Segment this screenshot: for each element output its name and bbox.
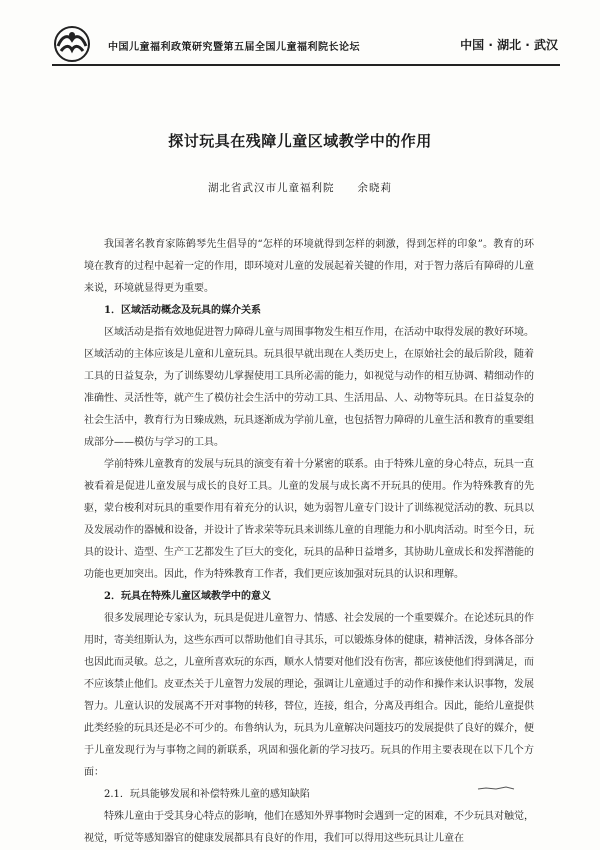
paragraph-special-education: 学前特殊儿童教育的发展与玩具的演变有着十分紧密的联系。由于特殊儿童的身心特点，玩具一直被看着是促进儿童发展与成长的良好工具。儿童的发展与成长离不开玩具的使用。作为特殊教育的先驱，蒙台梭利对玩具的重要作用有着充分的认识，她为弱智儿童专门设计了训练视觉活动的教、玩具以及发展动作的器械和设备，并设计了皆求荣等玩具来训练儿童的自理能力和小肌肉活动。时至今日，玩具的设计、造型、生产工艺都发生了巨大的变化，玩具的品种日益增多，其协助儿童成长和发挥潜能的功能也更加突出。因此，作为特殊教育工作者，我们更应该加强对玩具的认识和理解。 — [84, 459, 534, 580]
paragraph-theories: 很多发展理论专家认为，玩具是促进儿童智力、情感、社会发展的一个重要媒介。在论述玩具的作用时，寄美纽斯认为，这些东西可以帮助他们自寻其乐，可以锻炼身体的健康，精神活泼，身体各部分也因此而灵敏。总之，儿童所喜欢玩的东西，顺水人情要对他们没有伤害，都应该使他们得到满足，而不应该禁止他们。皮亚杰关于儿童智力发展的理论，强调让儿童通过手的动作和操作来认识事物，发展智力。儿童认识的发展离不开对事物的转移，替位，连接，组合，分离及再组合。因此，能给儿童提供此类经验的玩具还是必不可少的。布鲁纳认为，玩具为儿童解决问题技巧的发展提供了良好的媒介，便于儿童发现行为与事物之间的新联系，巩固和强化新的学习技巧。玩具的作用主要表现在以下几个方面： — [84, 613, 534, 778]
paragraph-intro: 我国著名教育家陈鹤琴先生倡导的“怎样的环境就得到怎样的刺激，得到怎样的印象”。教育的环境在教育的过程中起着一定的作用，即环境对儿童的发展起着关键的作用，对于智力落后有障碍的儿童来说，环境就显得更为重要。 — [84, 239, 534, 294]
paper-author: 湖北省武汉市儿童福利院 余晓莉 — [208, 182, 392, 194]
conference-series-title: 中国儿童福利政策研究暨第五届全国儿童福利院长论坛 — [108, 42, 360, 53]
subsection-heading-2-1: 2.1．玩具能够发展和补偿特殊儿童的感知缺陷 — [104, 789, 310, 800]
paragraph-area-activity: 区域活动是指有效地促进智力障碍儿童与周围事物发生相互作用，在活动中取得发展的教好环境。区域活动的主体应该是儿童和儿童玩具。玩具很早就出现在人类历史上，在原始社会的最后阶段，随着工具的日益复杂，为了训练婴幼儿掌握使用工具所必需的能力，如视觉与动作的相互协调、精细动作的准确性、灵活性等，就产生了模仿社会生活中的劳动工具、生活用品、人、动物等玩具。在日益复杂的社会生活中，教育行为日臻成熟，玩具逐渐成为学前儿童，也包括智力障碍的儿童生活和教育的重要组成部分——模仿与学习的工具。 — [84, 327, 534, 448]
paragraph-perception: 特殊儿童由于受其身心特点的影响，他们在感知外界事物时会遇到一定的困难，不少玩具对触觉，视觉，听觉等感知器官的健康发展都具有良好的作用，我们可以得用这些玩具让儿童在 — [84, 811, 534, 844]
header-rule — [52, 64, 560, 66]
conference-logo-icon — [52, 24, 92, 64]
paper-body — [84, 234, 534, 850]
section-heading-2: 2．玩具在特殊儿童区域教学中的意义 — [104, 591, 271, 602]
scan-artifact-icon — [476, 784, 516, 792]
paper-title: 探讨玩具在残障儿童区域教学中的作用 — [168, 132, 432, 150]
section-heading-1: 1．区域活动概念及玩具的媒介关系 — [104, 305, 261, 316]
page-header — [52, 24, 560, 64]
conference-location: 中国 · 湖北 · 武汉 — [460, 38, 558, 52]
